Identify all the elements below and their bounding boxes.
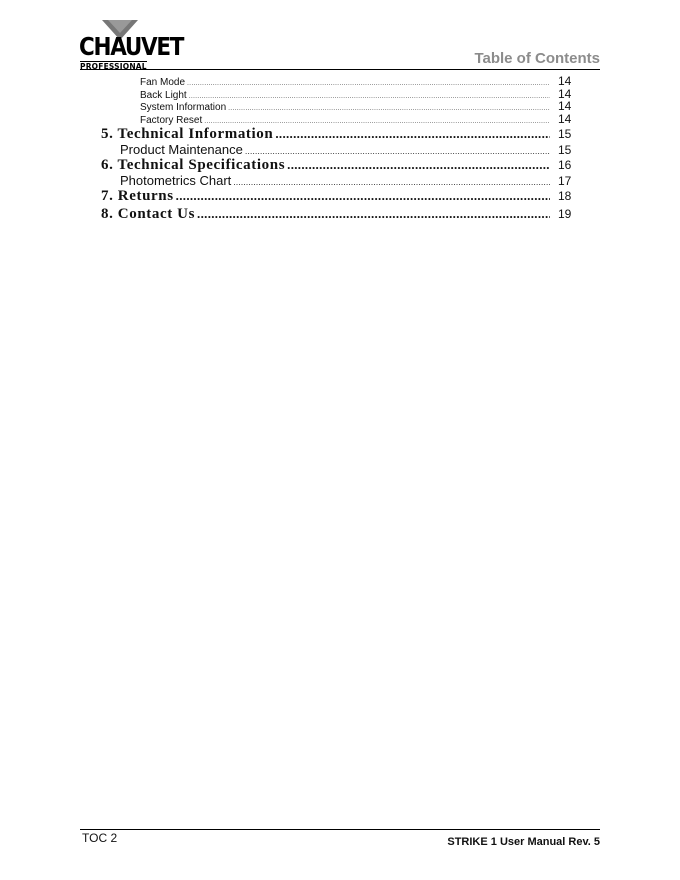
toc-leader xyxy=(233,177,550,187)
toc-page-number: 17 xyxy=(558,174,572,188)
toc-leader xyxy=(245,146,550,156)
toc-page-number: 14 xyxy=(558,87,572,101)
toc-leader xyxy=(187,78,550,89)
footer-document-title: STRIKE 1 User Manual Rev. 5 xyxy=(447,836,600,848)
toc-entry-fan-mode[interactable] xyxy=(140,76,580,89)
toc-entry-label: Photometrics Chart xyxy=(120,173,232,188)
toc-leader xyxy=(275,126,550,142)
toc-entry-system-information[interactable] xyxy=(140,101,580,114)
toc-entry-label: Product Maintenance xyxy=(120,142,243,157)
toc-page-number: 15 xyxy=(558,143,572,157)
toc-leader xyxy=(197,206,550,222)
toc-section-label: 7. Returns xyxy=(101,188,174,204)
toc-leader xyxy=(176,188,550,204)
toc-leader xyxy=(228,103,550,114)
toc-page-number: 14 xyxy=(558,99,572,113)
toc-page-number: 14 xyxy=(558,112,572,126)
toc-entry-label: Fan Mode xyxy=(140,77,186,88)
page-title: Table of Contents xyxy=(474,50,600,67)
toc-section-technical-information[interactable] xyxy=(101,126,580,143)
chauvet-professional-logo xyxy=(79,18,184,71)
toc-section-label: 6. Technical Specifications xyxy=(101,157,286,173)
toc-entry-label: Back Light xyxy=(140,90,187,101)
toc-section-contact-us[interactable] xyxy=(101,206,580,223)
footer-rule xyxy=(80,829,600,830)
toc-entry-label: Factory Reset xyxy=(140,115,203,126)
toc-entry-photometrics-chart[interactable] xyxy=(120,173,580,188)
toc-page-number: 16 xyxy=(558,158,572,172)
toc-page-number: 14 xyxy=(558,74,572,88)
toc-page-number: 15 xyxy=(558,127,572,141)
toc-section-label: 5. Technical Information xyxy=(101,126,274,142)
toc-page-number: 18 xyxy=(558,189,572,203)
logo-wordmark: CHAUVET xyxy=(79,32,184,61)
toc-entry-label: System Information xyxy=(140,102,227,113)
toc-leader xyxy=(287,157,550,173)
toc-section-label: 8. Contact Us xyxy=(101,206,196,222)
footer-page-label: TOC 2 xyxy=(82,831,118,845)
toc-page-number: 19 xyxy=(558,207,572,221)
header-rule xyxy=(80,69,600,70)
toc-section-returns[interactable] xyxy=(101,188,580,205)
toc-entry-product-maintenance[interactable] xyxy=(120,142,580,157)
toc-section-technical-specifications[interactable] xyxy=(101,157,580,174)
logo-subtext: PROFESSIONAL xyxy=(80,62,147,71)
